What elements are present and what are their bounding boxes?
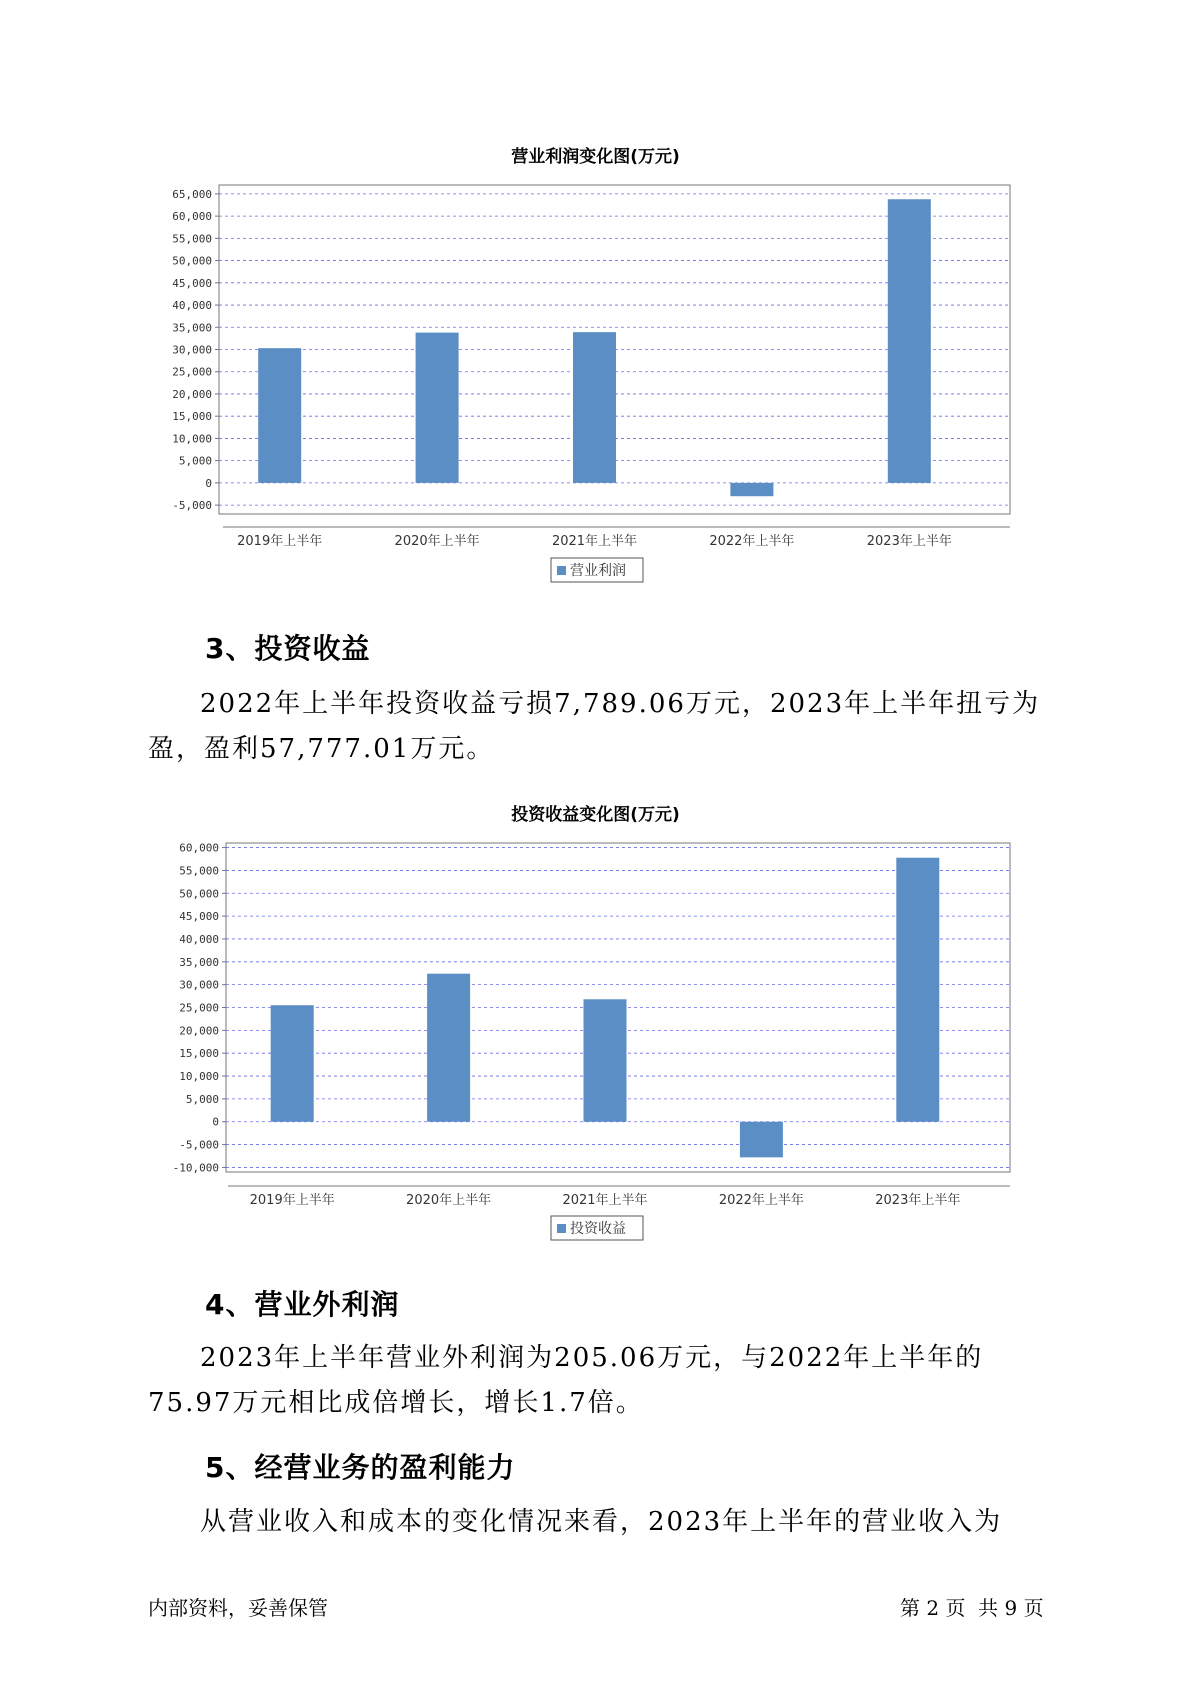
x-tick-label: 2020年上半年 xyxy=(394,534,480,549)
x-tick-label: 2023年上半年 xyxy=(866,534,952,549)
y-tick-label: 10,000 xyxy=(179,1070,219,1084)
y-tick-label: 60,000 xyxy=(179,841,219,855)
y-tick-label: 30,000 xyxy=(172,343,212,357)
y-tick-label: 5,000 xyxy=(185,1092,219,1106)
y-tick-label: 25,000 xyxy=(172,365,212,379)
x-tick-label: 2022年上半年 xyxy=(709,534,795,549)
x-tick-label: 2019年上半年 xyxy=(237,534,323,549)
section5-paragraph: 从营业收入和成本的变化情况来看，2023年上半年的营业收入为 xyxy=(200,1507,1003,1537)
y-tick-label: 45,000 xyxy=(172,276,212,290)
y-tick-label: 40,000 xyxy=(179,932,219,946)
legend-label: 投资收益 xyxy=(570,1221,626,1237)
x-tick-label: 2020年上半年 xyxy=(406,1193,492,1208)
y-tick-label: 55,000 xyxy=(172,232,212,246)
y-tick-label: 50,000 xyxy=(172,254,212,268)
y-tick-label: 30,000 xyxy=(179,978,219,992)
legend-label: 营业利润 xyxy=(570,563,626,579)
y-tick-label: 10,000 xyxy=(172,432,212,446)
x-tick-label: 2023年上半年 xyxy=(875,1193,961,1208)
y-tick-label: -10,000 xyxy=(172,1161,219,1175)
section3-heading: 3、投资收益 xyxy=(205,632,371,665)
y-tick-label: 15,000 xyxy=(179,1047,219,1061)
y-tick-label: -5,000 xyxy=(179,1138,219,1152)
x-tick-label: 2022年上半年 xyxy=(718,1193,804,1208)
y-tick-label: 60,000 xyxy=(172,210,212,224)
chart1-title: 营业利润变化图(万元) xyxy=(511,147,680,167)
legend-swatch xyxy=(557,1224,566,1233)
y-tick-label: 65,000 xyxy=(172,187,212,201)
y-tick-label: 0 xyxy=(205,476,212,490)
section4-paragraph: 2023年上半年营业外利润为205.06万元，与2022年上半年的75.97万元相比成倍增长，增长1.7倍。 xyxy=(148,1343,984,1418)
x-tick-label: 2019年上半年 xyxy=(249,1193,335,1208)
bar xyxy=(271,1005,314,1122)
bar xyxy=(584,999,627,1121)
y-tick-label: 5,000 xyxy=(178,454,212,468)
y-tick-label: 20,000 xyxy=(172,387,212,401)
y-tick-label: 20,000 xyxy=(179,1024,219,1038)
x-tick-label: 2021年上半年 xyxy=(551,534,638,549)
bar xyxy=(427,974,470,1122)
chart2-title: 投资收益变化图(万元) xyxy=(511,805,680,825)
y-tick-label: 0 xyxy=(212,1115,219,1129)
y-tick-label: 15,000 xyxy=(172,410,212,424)
section3-paragraph: 2022年上半年投资收益亏损7,789.06万元，2023年上半年扭亏为盈，盈利57,777.01万元。 xyxy=(148,689,1041,764)
y-tick-label: 25,000 xyxy=(179,1001,219,1015)
y-tick-label: 45,000 xyxy=(179,910,219,924)
footer-note: 内部资料，妥善保管 xyxy=(148,1596,328,1620)
bar xyxy=(740,1122,783,1158)
section4-heading: 4、营业外利润 xyxy=(205,1288,400,1321)
y-tick-label: 55,000 xyxy=(179,864,219,878)
section5-heading: 5、经营业务的盈利能力 xyxy=(205,1451,516,1484)
y-tick-label: 50,000 xyxy=(179,887,219,901)
bar xyxy=(896,858,939,1122)
y-tick-label: 35,000 xyxy=(172,321,212,335)
y-tick-label: 40,000 xyxy=(172,299,212,313)
y-tick-label: 35,000 xyxy=(179,955,219,969)
page-number: 第 2 页 共 9 页 xyxy=(900,1596,1044,1620)
y-tick-label: -5,000 xyxy=(172,499,212,513)
x-tick-label: 2021年上半年 xyxy=(562,1193,648,1208)
